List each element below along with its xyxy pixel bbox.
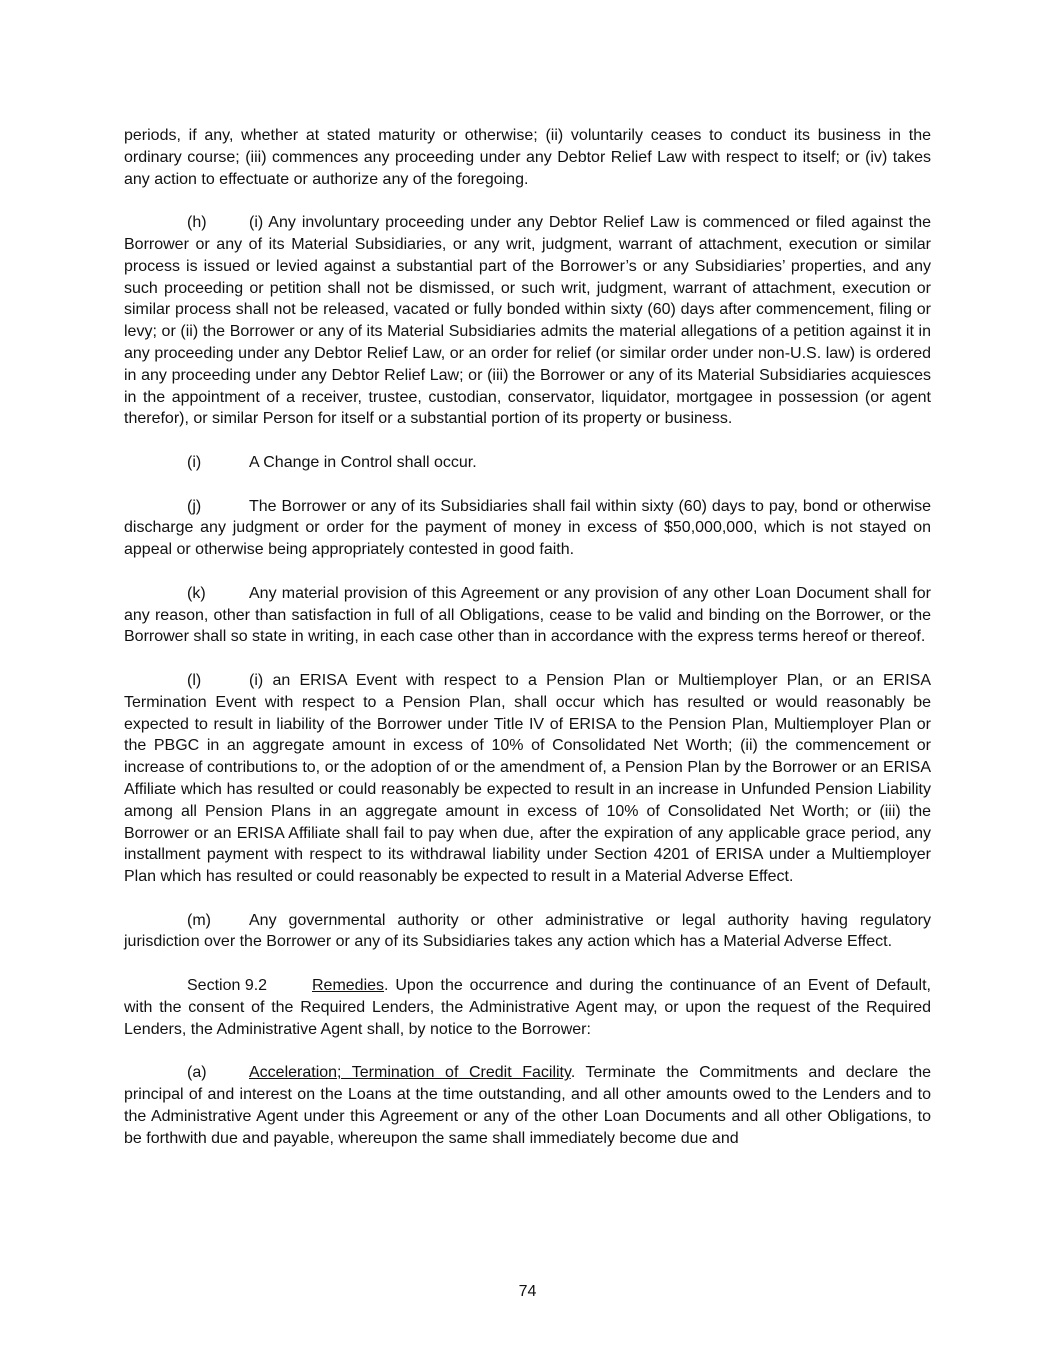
section-text: . Upon the occurrence and during the continuance of an Event of Default, with the consent of the Required Lenders, the Administrative Agent may, or upon the request of the Required Lenders, the Administrative Agent shall, by notice to the Borrower: bbox=[124, 977, 931, 1038]
page-number: 74 bbox=[518, 1283, 537, 1300]
clause-k bbox=[124, 583, 931, 648]
section-9-2 bbox=[124, 975, 931, 1040]
clause-m bbox=[124, 910, 931, 954]
clause-j bbox=[124, 496, 931, 561]
clause-text: The Borrower or any of its Subsidiaries shall fail within sixty (60) days to pay, bond or otherwise discharge any judgment or order for the payment of money in excess of $50,000,000, which is not stayed on appeal or otherwise being appropriately contested in good faith. bbox=[124, 497, 931, 559]
clause-text: (i) Any involuntary proceeding under any Debtor Relief Law is commenced or filed against the Borrower or any of its Material Subsidiaries, or any writ, judgment, warrant of attachment, execution or similar process is issued or levied against a substantial part of the Borrower’s or any Subsidiaries’ properties, and any such proceeding or petition shall not be dismissed, or such writ, judgment, warrant of attachment, execution or similar process shall not be released, vacated or fully bonded within sixty (60) days after commencement, filing or levy; or (ii) the Borrower or any of its Material Subsidiaries admits the material allegations of a petition against it in any proceeding under any Debtor Relief Law, or an order for relief (or similar order under non-U.S. law) is ordered in any proceeding under any Debtor Relief Law; or (iii) the Borrower or any of its Material Subsidiaries acquiesces in the appointment of a receiver, trustee, custodian, conservator, liquidator, mortgagee in possession (or agent therefor), or similar Person for itself or a substantial portion of its property or business. bbox=[124, 214, 931, 428]
clause-text: . Terminate the Commitments and declare the principal of and interest on the Loans at the time outstanding, and all other amounts owed to the Lenders and to the Administrative Agent under this Agreement or any of the other Loan Documents and all other Obligations, to be forthwith due and payable, whereupon the same shall immediately become due and bbox=[124, 1064, 931, 1147]
clause-a bbox=[124, 1062, 931, 1149]
clause-text: (i) an ERISA Event with respect to a Pension Plan or Multiemployer Plan, or an ERISA Termination Event with respect to a Pension Plan, shall occur which has resulted or would reasonably be expected to result in liability of the Borrower under Title IV of ERISA to the Pension Plan, Multiemployer Plan or the PBGC in an aggregate amount in excess of 10% of Consolidated Net Worth; (ii) the commencement or increase of contributions to, or the adoption of or the amendment of, a Pension Plan by the Borrower or an ERISA Affiliate which has resulted or could reasonably be expected to result in an increase in Unfunded Pension Liability among all Pension Plans in an aggregate amount in excess of 10% of Consolidated Net Worth; or (iii) the Borrower or an ERISA Affiliate shall fail to pay when due, after the expiration of any applicable grace period, any installment payment with respect to its withdrawal liability under Section 4201 of ERISA under a Multiemployer Plan which has resulted or could reasonably be expected to result in a Material Adverse Effect. bbox=[124, 671, 931, 886]
clause-text: Any material provision of this Agreement or any provision of any other Loan Document shall for any reason, other than satisfaction in full of all Obligations, cease to be valid and binding on the Borrower, or the Borrower shall so state in writing, in each case other than in accordance with the express terms hereof or thereof. bbox=[124, 584, 931, 646]
clause-l bbox=[124, 670, 931, 888]
clause-label: (h) bbox=[187, 214, 207, 232]
clause-label: (k) bbox=[187, 584, 206, 602]
clause-label: (a) bbox=[187, 1064, 207, 1082]
clause-label: (i) bbox=[187, 453, 202, 471]
clause-h bbox=[124, 212, 931, 430]
clause-text: A Change in Control shall occur. bbox=[249, 453, 477, 471]
section-label: Section 9.2 bbox=[187, 977, 268, 995]
clause-heading: Acceleration; Termination of Credit Facility bbox=[249, 1064, 571, 1082]
clause-i bbox=[124, 452, 931, 474]
clause-text: Any governmental authority or other administrative or legal authority having regulatory jurisdiction over the Borrower or any of its Subsidiaries takes any action which has a Material Adverse Effect. bbox=[124, 911, 931, 951]
section-heading: Remedies bbox=[312, 977, 385, 995]
paragraph-continued bbox=[124, 125, 931, 190]
clause-label: (j) bbox=[187, 497, 202, 515]
paragraph-text: periods, if any, whether at stated maturity or otherwise; (ii) voluntarily ceases to conduct its business in the ordinary course; (iii) commences any proceeding under any Debtor Relief Law with respect to itself; or (iv) takes any action to effectuate or authorize any of the foregoing. bbox=[124, 127, 931, 188]
clause-label: (m) bbox=[187, 911, 211, 929]
document-page bbox=[124, 125, 931, 1171]
clause-label: (l) bbox=[187, 671, 202, 689]
